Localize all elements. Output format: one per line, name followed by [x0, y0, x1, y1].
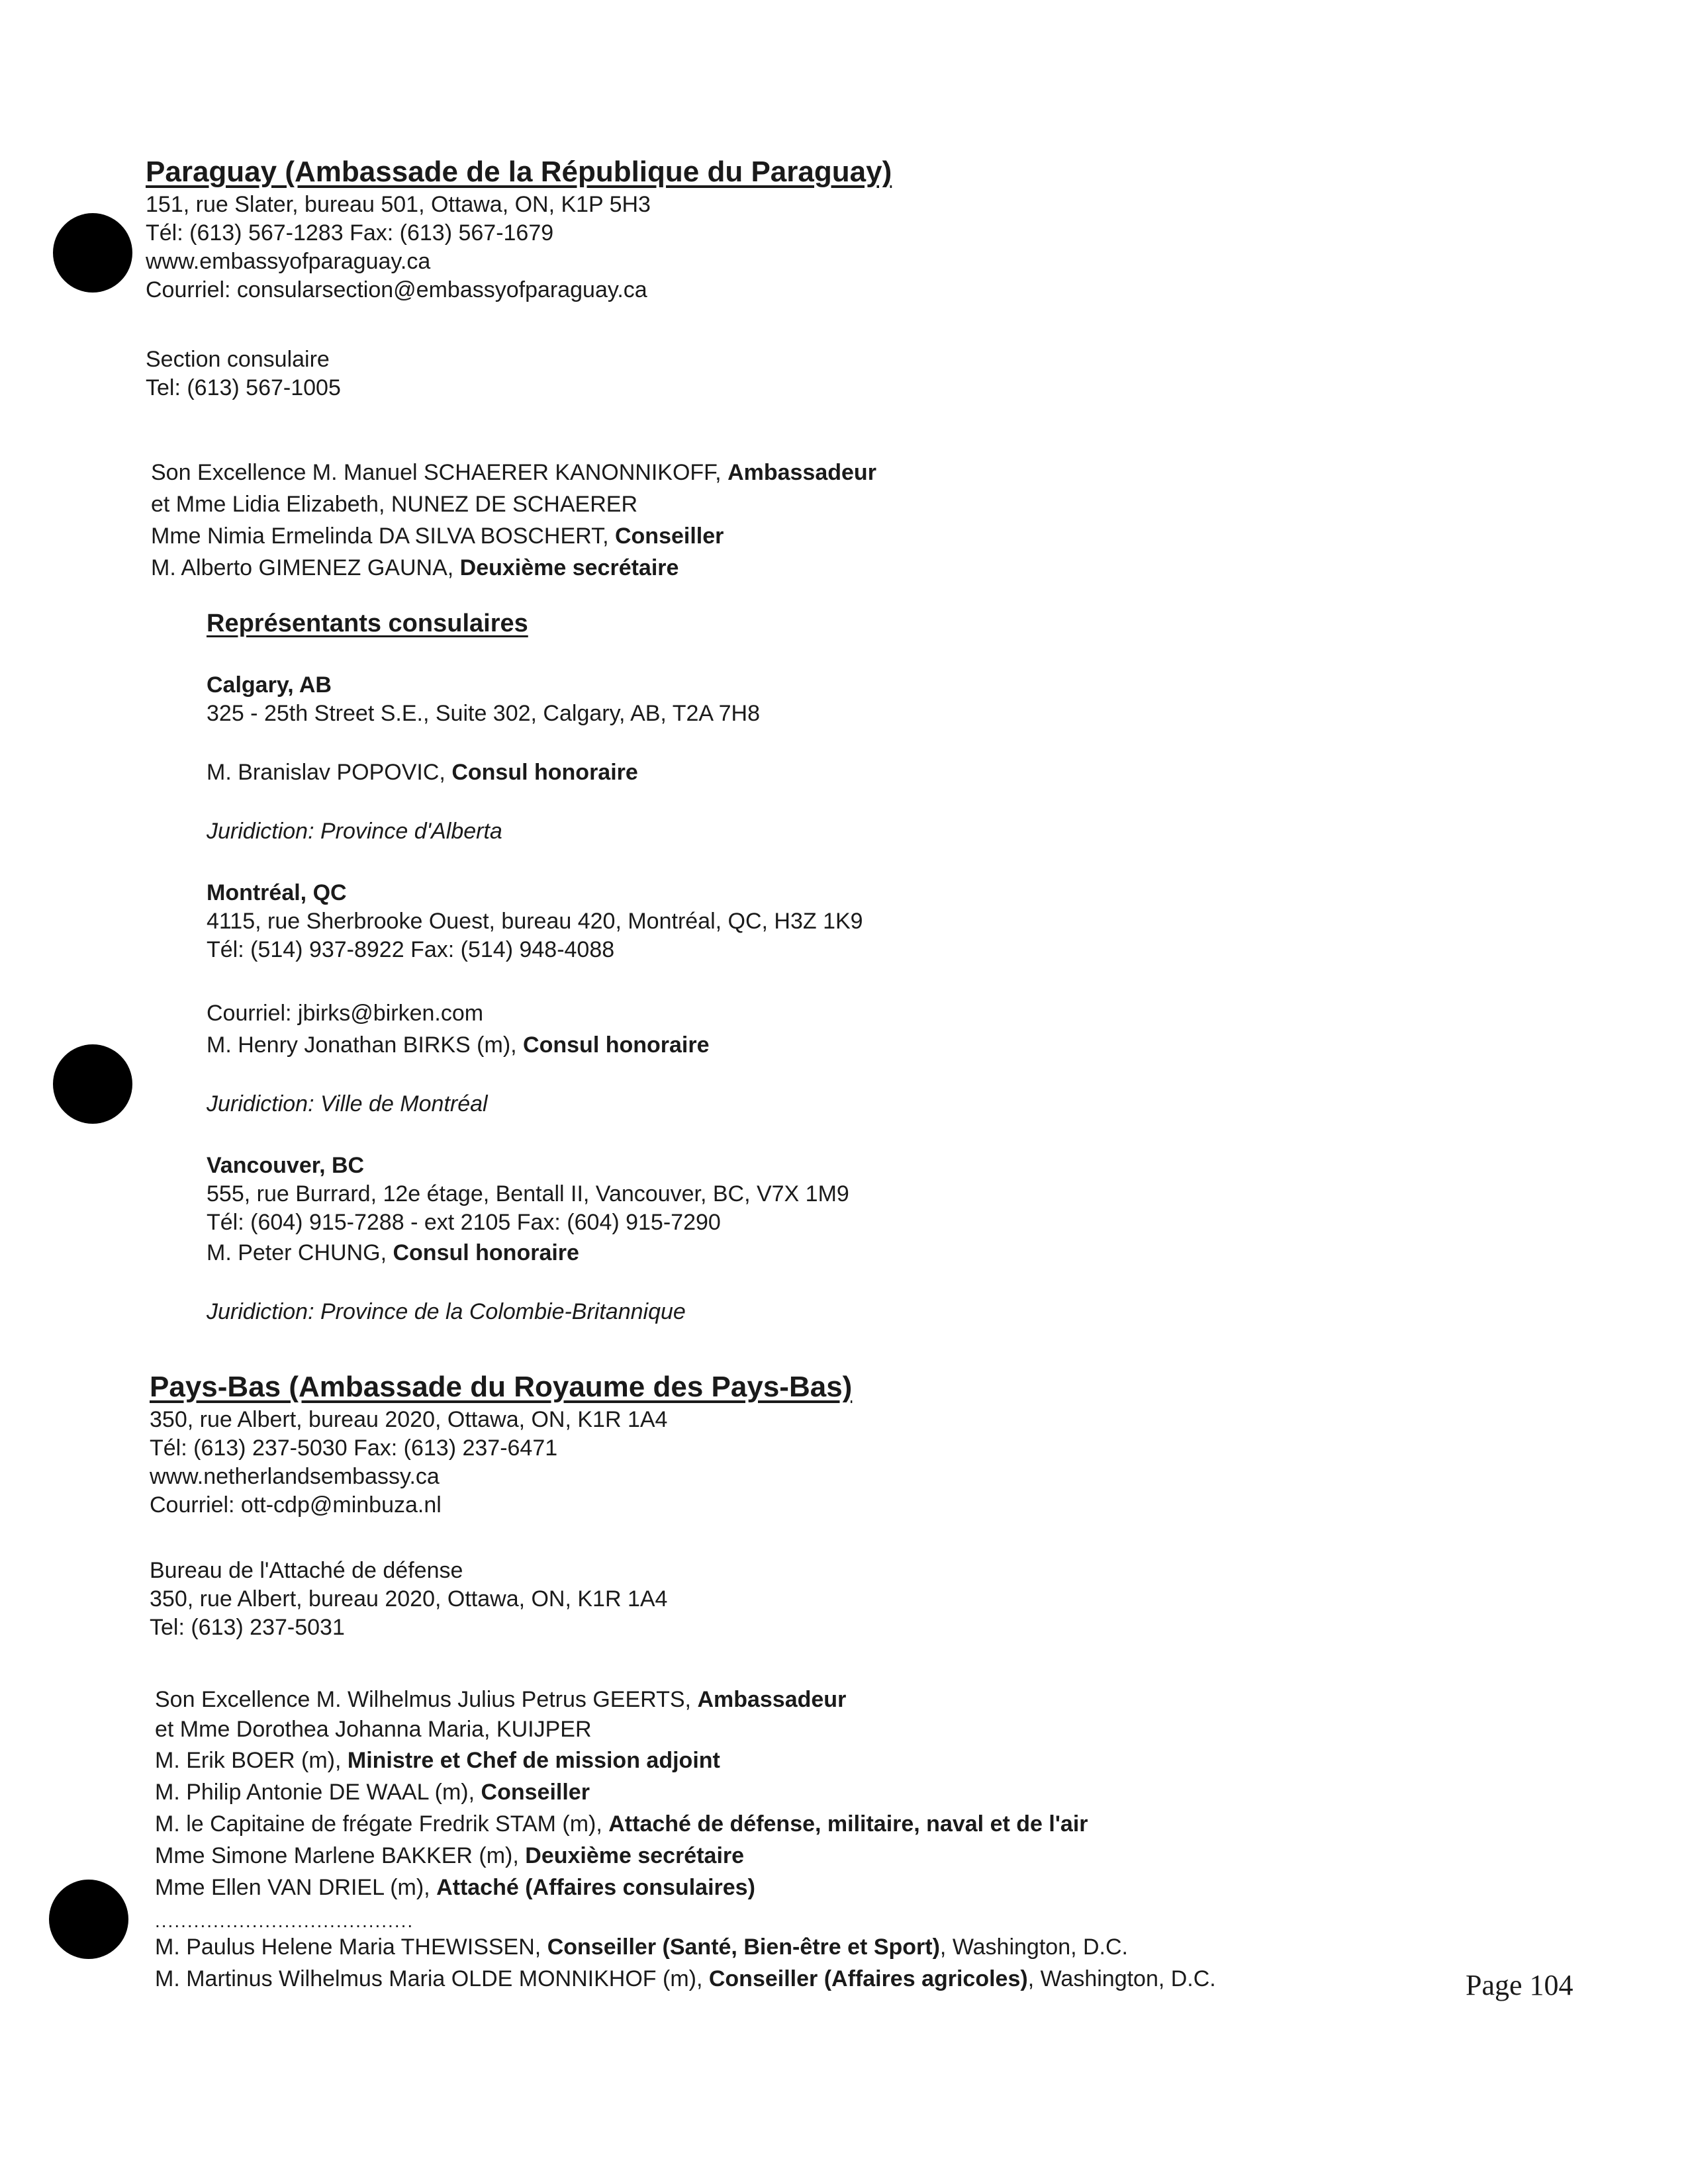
consular-representatives-heading: Représentants consulaires	[207, 610, 528, 637]
vancouver-jurisdiction: Juridiction: Province de la Colombie-Britannique	[207, 1299, 686, 1324]
montreal-jurisdiction: Juridiction: Ville de Montréal	[207, 1091, 488, 1116]
punch-hole-bottom	[49, 1880, 128, 1959]
staff-line: et Mme Lidia Elizabeth, NUNEZ DE SCHAERER	[151, 492, 638, 517]
paraguay-email: Courriel: consularsection@embassyofparaguay.ca	[146, 277, 647, 302]
paysbas-address: 350, rue Albert, bureau 2020, Ottawa, ON, K1R 1A4	[150, 1407, 668, 1432]
paysbas-section	[150, 1369, 852, 1642]
calgary-consul: M. Branislav POPOVIC, Consul honoraire	[207, 760, 638, 785]
vancouver-city: Vancouver, BC	[207, 1153, 365, 1178]
staff-line: Mme Simone Marlene BAKKER (m), Deuxième secrétaire	[155, 1843, 745, 1868]
staff-line: M. le Capitaine de frégate Fredrik STAM (m), Attaché de défense, militaire, naval et de l'air	[155, 1811, 1088, 1837]
paysbas-email: Courriel: ott-cdp@minbuza.nl	[150, 1492, 442, 1518]
consular-representatives	[207, 608, 863, 1326]
paysbas-title: Pays-Bas (Ambassade du Royaume des Pays-Bas)	[150, 1371, 853, 1403]
paraguay-staff-list	[151, 457, 876, 584]
staff-line: M. Alberto GIMENEZ GAUNA, Deuxième secrétaire	[151, 555, 679, 580]
vancouver-phone: Tél: (604) 915-7288 - ext 2105 Fax: (604) 915-7290	[207, 1210, 721, 1235]
defense-office: Bureau de l'Attaché de défense	[150, 1558, 463, 1583]
punch-hole-middle	[53, 1044, 132, 1124]
defense-phone: Tel: (613) 237-5031	[150, 1615, 345, 1640]
paraguay-title: Paraguay (Ambassade de la République du Paraguay)	[146, 156, 892, 188]
montreal-email: Courriel: jbirks@birken.com	[207, 1001, 484, 1026]
staff-line: M. Erik BOER (m), Ministre et Chef de mission adjoint	[155, 1748, 720, 1773]
calgary-jurisdiction: Juridiction: Province d'Alberta	[207, 819, 502, 844]
punch-hole-top	[53, 213, 132, 293]
paysbas-staff-list	[155, 1685, 1216, 1995]
calgary-address: 325 - 25th Street S.E., Suite 302, Calgary, AB, T2A 7H8	[207, 701, 761, 726]
defense-address: 350, rue Albert, bureau 2020, Ottawa, ON, K1R 1A4	[150, 1586, 668, 1612]
staff-line: M. Philip Antonie DE WAAL (m), Conseiller	[155, 1780, 590, 1805]
paraguay-website: www.embassyofparaguay.ca	[146, 249, 431, 274]
page-number: Page 104	[1466, 1969, 1573, 2001]
washington-staff-line: M. Martinus Wilhelmus Maria OLDE MONNIKHOF (m), Conseiller (Affaires agricoles), Washington, D.C.	[155, 1966, 1216, 1991]
staff-line: Son Excellence M. Manuel SCHAERER KANONNIKOFF, Ambassadeur	[151, 460, 876, 485]
staff-line: Mme Ellen VAN DRIEL (m), Attaché (Affaires consulaires)	[155, 1875, 755, 1900]
paraguay-address: 151, rue Slater, bureau 501, Ottawa, ON, K1P 5H3	[146, 192, 651, 217]
paraguay-consular-section: Section consulaire	[146, 347, 330, 372]
staff-line: Son Excellence M. Wilhelmus Julius Petrus GEERTS, Ambassadeur	[155, 1687, 847, 1712]
vancouver-consul: M. Peter CHUNG, Consul honoraire	[207, 1240, 579, 1265]
montreal-city: Montréal, QC	[207, 880, 347, 905]
paysbas-website: www.netherlandsembassy.ca	[150, 1464, 440, 1489]
separator-dots: ........................................	[155, 1911, 414, 1931]
washington-staff-line: M. Paulus Helene Maria THEWISSEN, Conseiller (Santé, Bien-être et Sport), Washington, D.C.	[155, 1934, 1128, 1960]
montreal-address: 4115, rue Sherbrooke Ouest, bureau 420, Montréal, QC, H3Z 1K9	[207, 909, 863, 934]
paraguay-phone: Tél: (613) 567-1283 Fax: (613) 567-1679	[146, 220, 554, 246]
montreal-phone: Tél: (514) 937-8922 Fax: (514) 948-4088	[207, 937, 615, 962]
staff-line: Mme Nimia Ermelinda DA SILVA BOSCHERT, Conseiller	[151, 523, 724, 549]
paraguay-consular-phone: Tel: (613) 567-1005	[146, 375, 341, 400]
calgary-city: Calgary, AB	[207, 672, 332, 698]
paraguay-section	[146, 154, 892, 402]
paysbas-phone: Tél: (613) 237-5030 Fax: (613) 237-6471	[150, 1435, 558, 1461]
staff-line: et Mme Dorothea Johanna Maria, KUIJPER	[155, 1717, 592, 1742]
montreal-consul: M. Henry Jonathan BIRKS (m), Consul honoraire	[207, 1032, 710, 1058]
vancouver-address: 555, rue Burrard, 12e étage, Bentall II, Vancouver, BC, V7X 1M9	[207, 1181, 849, 1206]
